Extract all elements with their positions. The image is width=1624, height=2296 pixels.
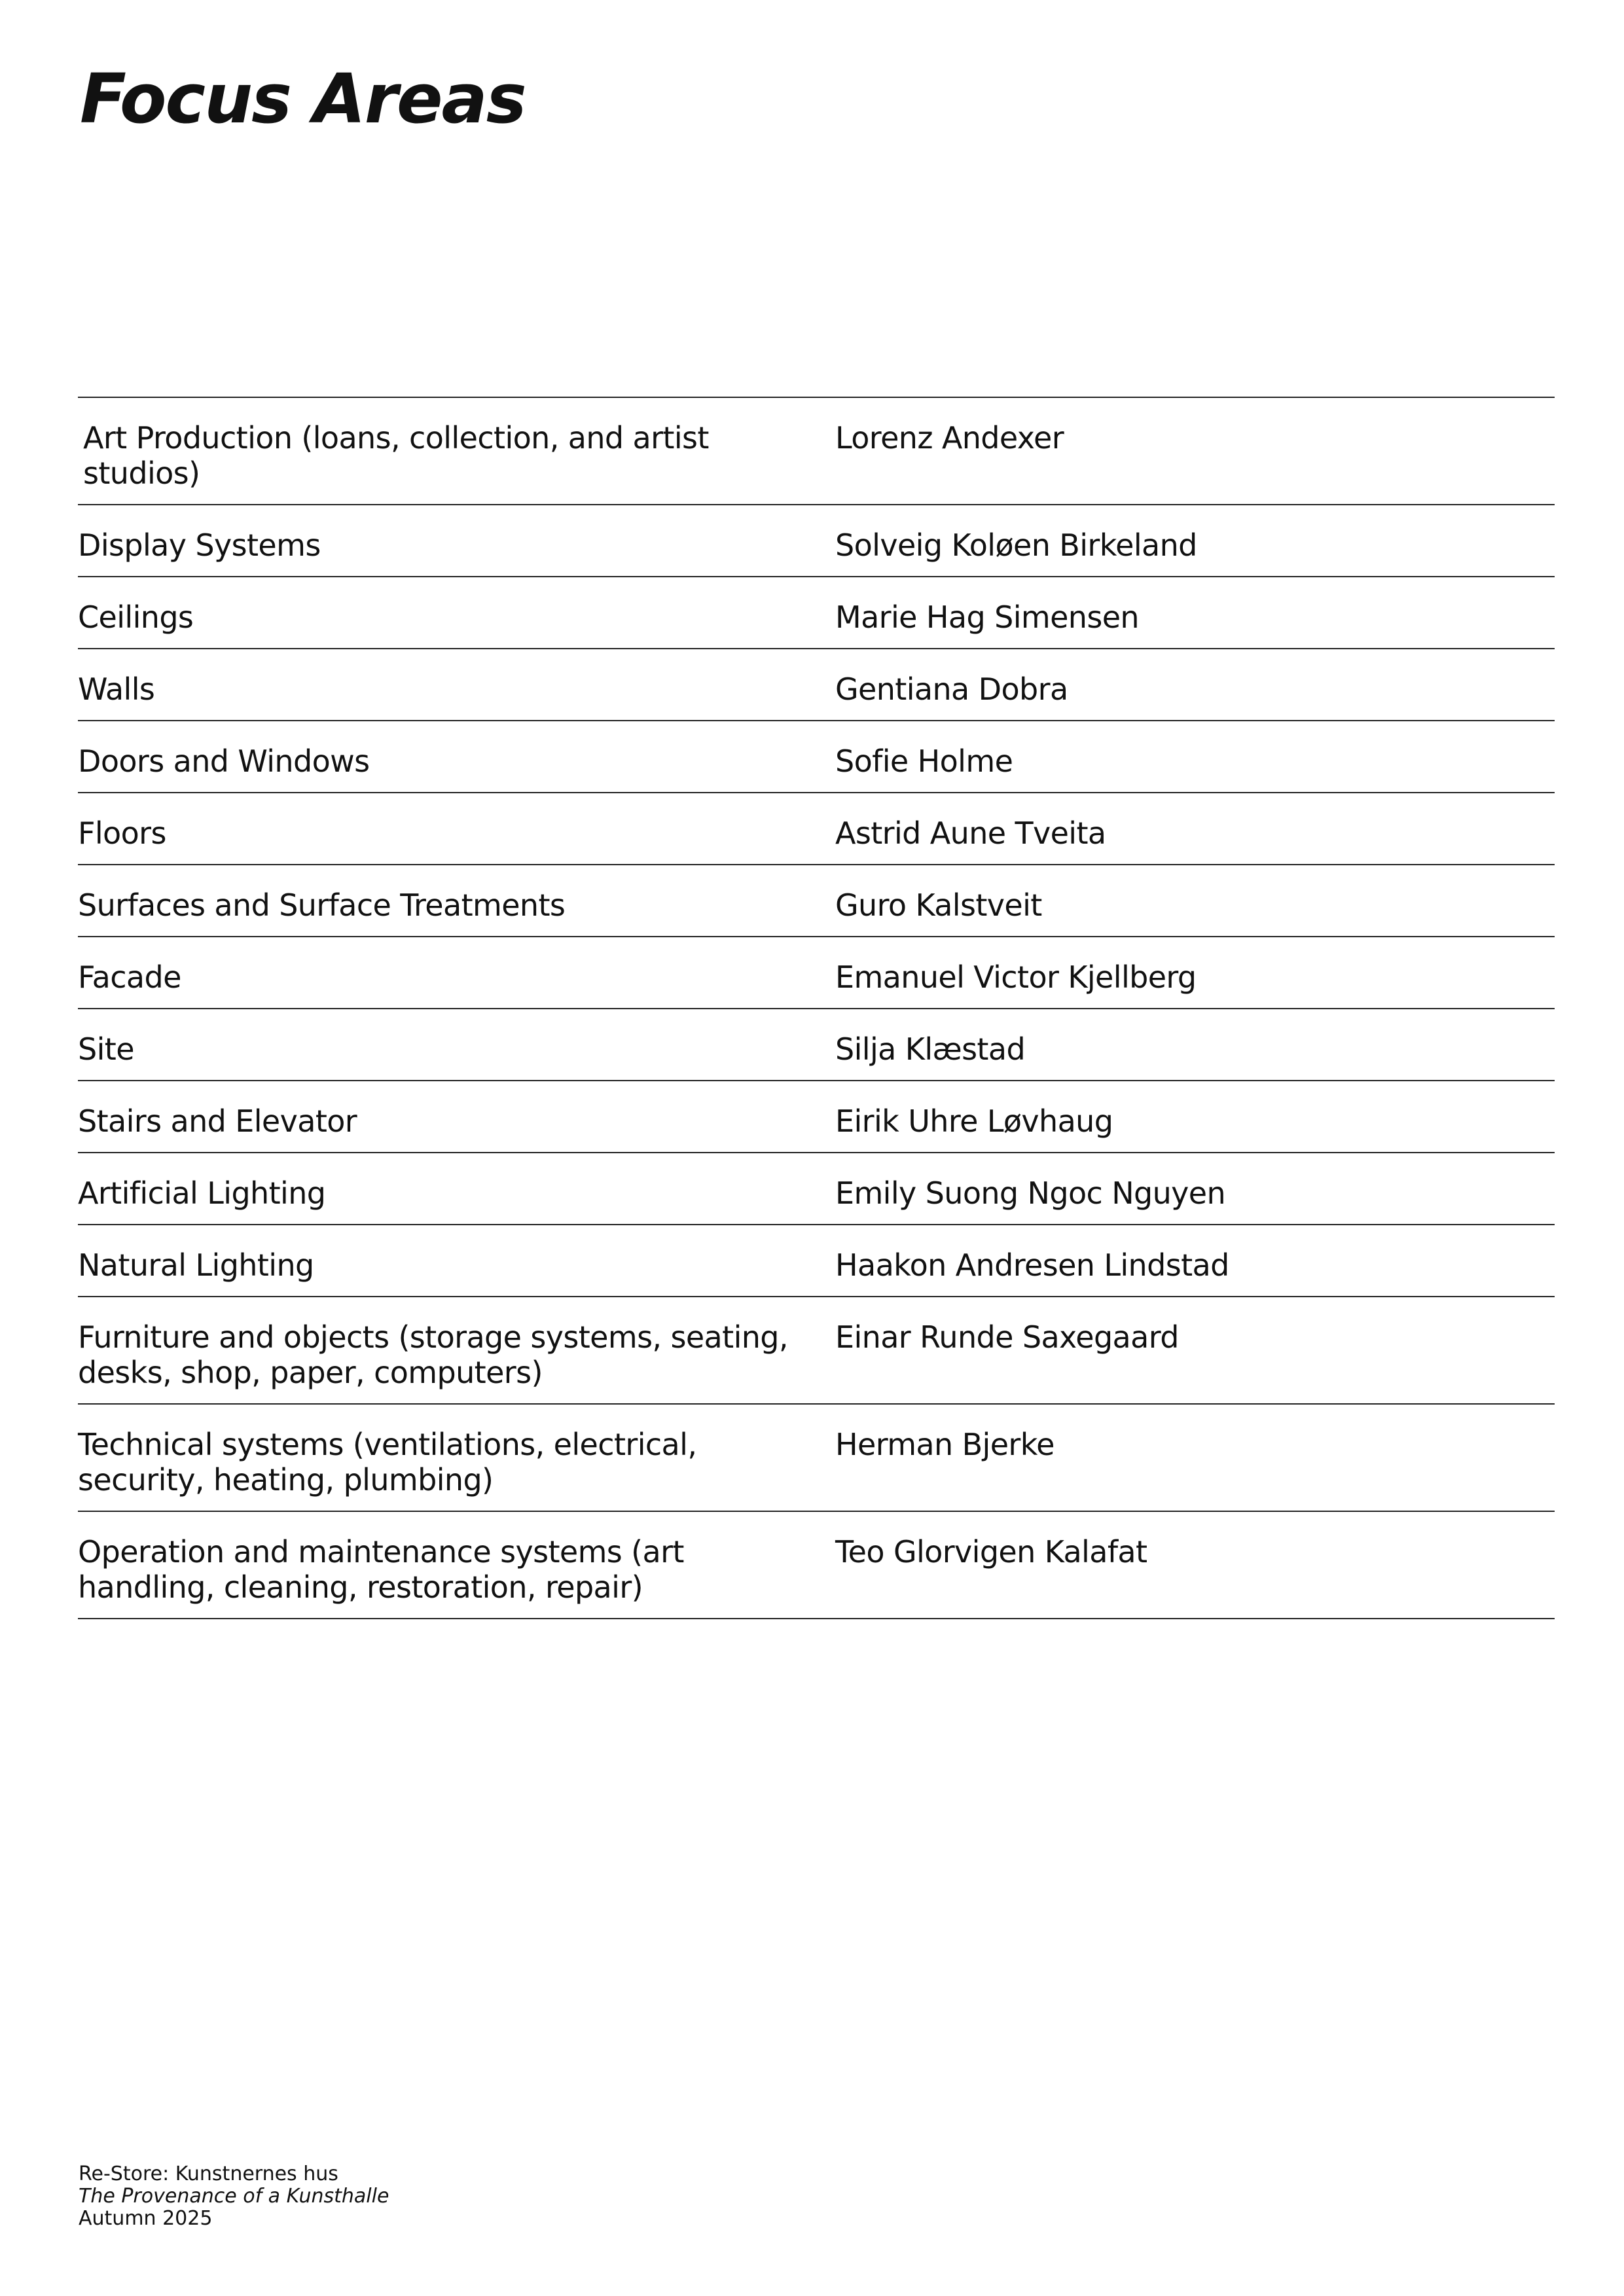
focus-area-cell: Floors bbox=[78, 816, 166, 851]
table-row bbox=[78, 398, 1555, 505]
person-name-cell: Astrid Aune Tveita bbox=[835, 816, 1106, 851]
focus-areas-table bbox=[78, 397, 1555, 1619]
table-row bbox=[78, 793, 1555, 865]
table-row bbox=[78, 1081, 1555, 1153]
person-name-cell: Lorenz Andexer bbox=[835, 420, 1064, 456]
person-name-cell: Solveig Koløen Birkeland bbox=[835, 528, 1197, 563]
focus-area-cell: Facade bbox=[78, 960, 181, 995]
person-name-cell: Guro Kalstveit bbox=[835, 888, 1042, 923]
person-name-cell: Sofie Holme bbox=[835, 744, 1013, 779]
focus-area-cell: Technical systems (ventilations, electrical, security, heating, plumbing) bbox=[78, 1427, 697, 1498]
table-row bbox=[78, 577, 1555, 649]
person-name-cell: Marie Hag Simensen bbox=[835, 600, 1139, 635]
person-name-cell: Einar Runde Saxegaard bbox=[835, 1319, 1179, 1355]
footer-date: Autumn 2025 bbox=[79, 2207, 213, 2230]
focus-area-cell: Doors and Windows bbox=[78, 744, 370, 779]
focus-area-cell: Display Systems bbox=[78, 528, 321, 563]
table-row bbox=[78, 505, 1555, 577]
focus-area-cell: Surfaces and Surface Treatments bbox=[78, 888, 566, 923]
table-row bbox=[78, 1405, 1555, 1512]
focus-area-cell: Stairs and Elevator bbox=[78, 1103, 357, 1139]
person-name-cell: Gentiana Dobra bbox=[835, 672, 1068, 707]
table-row bbox=[78, 1512, 1555, 1619]
person-name-cell: Herman Bjerke bbox=[835, 1427, 1055, 1462]
person-name-cell: Eirik Uhre Løvhaug bbox=[835, 1103, 1113, 1139]
focus-area-cell: Art Production (loans, collection, and artist studios) bbox=[83, 420, 709, 491]
focus-area-cell: Natural Lighting bbox=[78, 1247, 314, 1283]
table-row bbox=[78, 937, 1555, 1009]
table-row bbox=[78, 721, 1555, 793]
footer-subtitle: The Provenance of a Kunsthalle bbox=[79, 2185, 389, 2208]
person-name-cell: Teo Glorvigen Kalafat bbox=[835, 1534, 1147, 1570]
table-row bbox=[78, 1297, 1555, 1405]
table-row bbox=[78, 649, 1555, 721]
table-row bbox=[78, 1225, 1555, 1297]
table-row bbox=[78, 1153, 1555, 1225]
person-name-cell: Silja Klæstad bbox=[835, 1031, 1026, 1067]
table-row bbox=[78, 1009, 1555, 1081]
focus-area-cell: Walls bbox=[78, 672, 155, 707]
footer-colophon bbox=[79, 2163, 389, 2230]
table-row bbox=[78, 865, 1555, 937]
focus-area-cell: Site bbox=[78, 1031, 134, 1067]
footer-publication-title: Re-Store: Kunstnernes hus bbox=[79, 2162, 338, 2185]
focus-area-cell: Ceilings bbox=[78, 600, 194, 635]
person-name-cell: Emily Suong Ngoc Nguyen bbox=[835, 1175, 1226, 1211]
focus-area-cell: Artificial Lighting bbox=[78, 1175, 326, 1211]
page-title: Focus Areas bbox=[80, 59, 526, 139]
focus-area-cell: Furniture and objects (storage systems, seating, desks, shop, paper, computers) bbox=[78, 1319, 788, 1390]
person-name-cell: Emanuel Victor Kjellberg bbox=[835, 960, 1197, 995]
focus-area-cell: Operation and maintenance systems (art handling, cleaning, restoration, repair) bbox=[78, 1534, 684, 1605]
person-name-cell: Haakon Andresen Lindstad bbox=[835, 1247, 1229, 1283]
